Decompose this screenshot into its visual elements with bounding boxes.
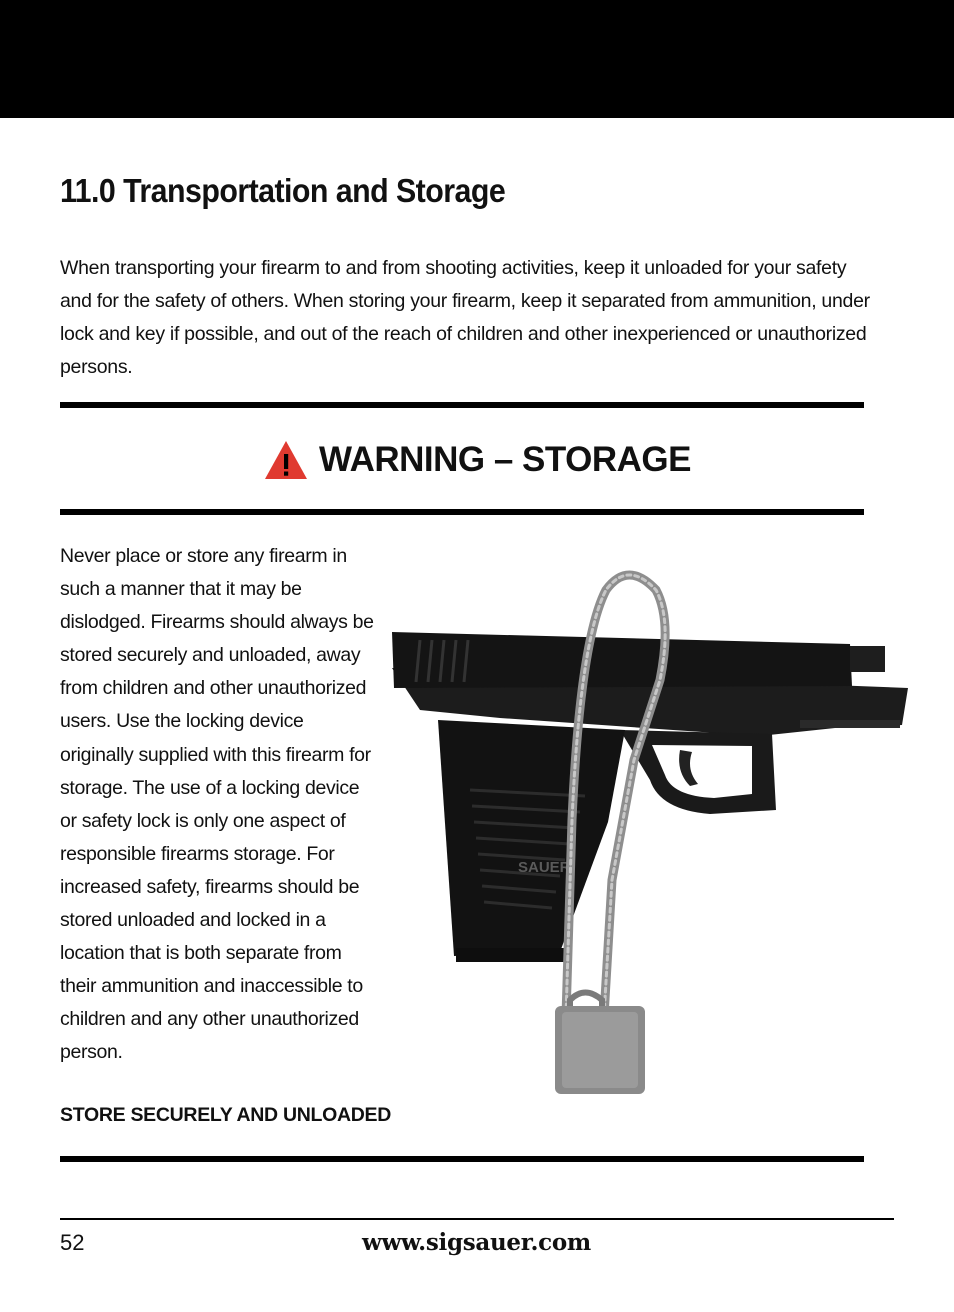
warning-top-rule (60, 402, 864, 408)
warning-triangle-icon (263, 439, 309, 481)
header-band (0, 0, 954, 118)
store-securely-label: STORE SECURELY AND UNLOADED (60, 1104, 392, 1126)
warning-title: WARNING – STORAGE (318, 440, 691, 479)
warning-bottom-rule (60, 1156, 864, 1162)
warning-body: Never place or store any firearm in such a manner that it may be dislodged. Firearms should always be stored securely and unloaded, away from children and other unauthorized users. Use the locking device originally supplied with this firearm for storage. The use of a locking device or safety lock is only one aspect of responsible firearms storage. For increased safety, firearms should be stored unloaded and locked in a location that is both separate from their ammunition and inaccessible to children and any other unauthorized person. (60, 545, 374, 1064)
intro-paragraph: When transporting your firearm to and from shooting activities, keep it unloaded for your safety and for the safety of others. When storing your firearm, keep it separated from ammunition, under lock and key if possible, and out of the reach of children and other inexperienced or unauthorized persons. (60, 257, 870, 378)
footer-rule (60, 1218, 894, 1220)
warning-header (0, 436, 954, 484)
footer-url[interactable]: www.sigsauer.com (362, 1229, 591, 1256)
pistol-cable-lock-image (380, 560, 908, 1100)
section-title: 11.0 Transportation and Storage (60, 172, 506, 209)
page-number: 52 (60, 1230, 85, 1255)
warning-mid-rule (60, 509, 864, 515)
grip-logo: SAUER (518, 859, 571, 876)
